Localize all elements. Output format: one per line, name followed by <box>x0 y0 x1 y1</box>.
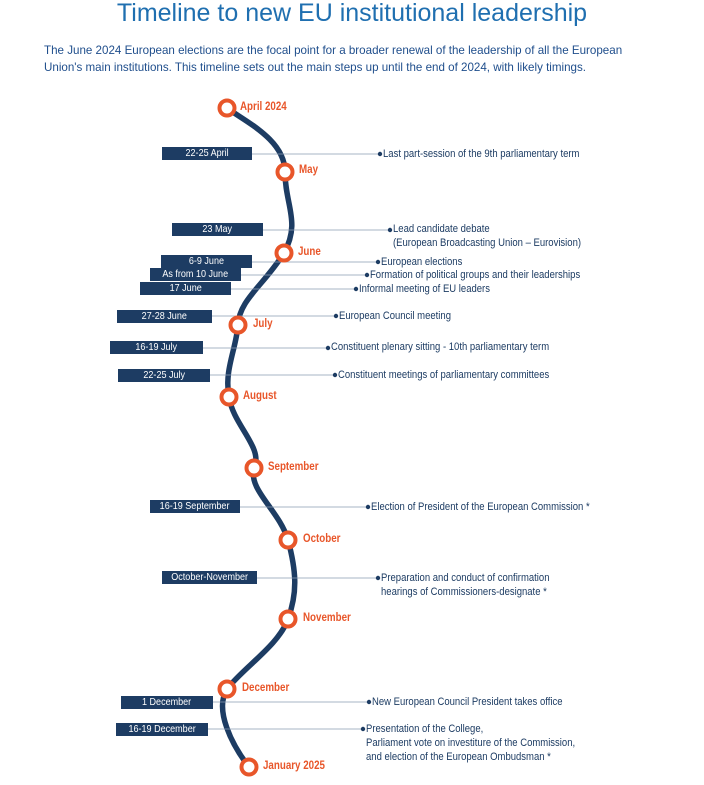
intro-line: The June 2024 European elections are the focal point for a broader renewal of the leadership of all the European <box>44 44 623 57</box>
event-text: European Council meeting <box>339 310 451 322</box>
connector-dot <box>378 152 382 156</box>
month-node <box>277 246 292 261</box>
date-box-23-may: 23 May <box>172 223 263 236</box>
date-box-16-19-december: 16-19 December <box>116 723 208 736</box>
date-box-1-december: 1 December <box>121 696 213 709</box>
event-text: Lead candidate debate (European Broadcasting Union – Eurovision) <box>393 223 582 249</box>
month-node <box>278 165 293 180</box>
date-box-as-from-10-june: As from 10 June <box>150 268 241 281</box>
month-node <box>231 318 246 333</box>
event-text: Election of President of the European Commission * <box>371 501 590 513</box>
event-text: Constituent meetings of parliamentary committees <box>338 369 550 381</box>
month-node <box>281 533 296 548</box>
month-label-december: December <box>242 682 290 694</box>
event-text: European elections <box>381 256 463 268</box>
month-node <box>242 760 257 775</box>
event-text: Constituent plenary sitting - 10th parliamentary term <box>331 341 550 353</box>
month-node <box>222 390 237 405</box>
connector-dot <box>365 273 369 277</box>
intro-line: Union's main institutions. This timeline sets out the main steps up until the end of 2024, with likely timings. <box>44 60 587 74</box>
event-text: Preparation and conduct of confirmation hearings of Commissioners-designate * <box>381 572 550 598</box>
connector-dot <box>376 260 380 264</box>
month-label-october: October <box>303 533 341 545</box>
connector-dot <box>326 346 330 350</box>
date-box-22-25-april: 22-25 April <box>162 147 252 160</box>
month-node <box>220 101 235 116</box>
month-label-june: June <box>298 246 321 258</box>
timeline-curve <box>223 108 295 767</box>
date-box-october-november: October-November <box>162 571 257 584</box>
event-text: Presentation of the College, Parliament vote on investiture of the Commission, and election of the European Ombudsman * <box>366 723 576 763</box>
event-text: New European Council President takes office <box>372 696 563 708</box>
month-label-may: May <box>299 164 319 176</box>
event-text: Formation of political groups and their leaderships <box>370 269 581 281</box>
event-text: Last part-session of the 9th parliamentary term <box>383 148 580 160</box>
event-text: Informal meeting of EU leaders <box>359 283 490 295</box>
connector-dot <box>354 287 358 291</box>
connector-dot <box>388 228 392 232</box>
connector-dot <box>376 576 380 580</box>
date-box-16-19-september: 16-19 September <box>150 500 240 513</box>
date-box-6-9-june: 6-9 June <box>161 255 252 268</box>
month-label-august: August <box>243 390 277 402</box>
month-node <box>281 612 296 627</box>
connector-dot <box>333 373 337 377</box>
month-node <box>247 461 262 476</box>
month-label-april-2024: April 2024 <box>240 101 287 113</box>
connector-dot <box>361 727 365 731</box>
date-box-17-june: 17 June <box>140 282 231 295</box>
month-label-september: September <box>268 461 319 473</box>
month-label-january-2025: January 2025 <box>263 760 325 772</box>
month-node <box>220 682 235 697</box>
date-box-16-19-july: 16-19 July <box>110 341 203 354</box>
month-label-july: July <box>253 318 273 330</box>
connector-dot <box>334 314 338 318</box>
date-box-27-28-june: 27-28 June <box>117 310 212 323</box>
date-box-22-25-july: 22-25 July <box>118 369 210 382</box>
page-title: Timeline to new EU institutional leadership <box>116 0 588 27</box>
connector-dot <box>366 505 370 509</box>
month-label-november: November <box>303 612 351 624</box>
connector-dot <box>367 700 371 704</box>
